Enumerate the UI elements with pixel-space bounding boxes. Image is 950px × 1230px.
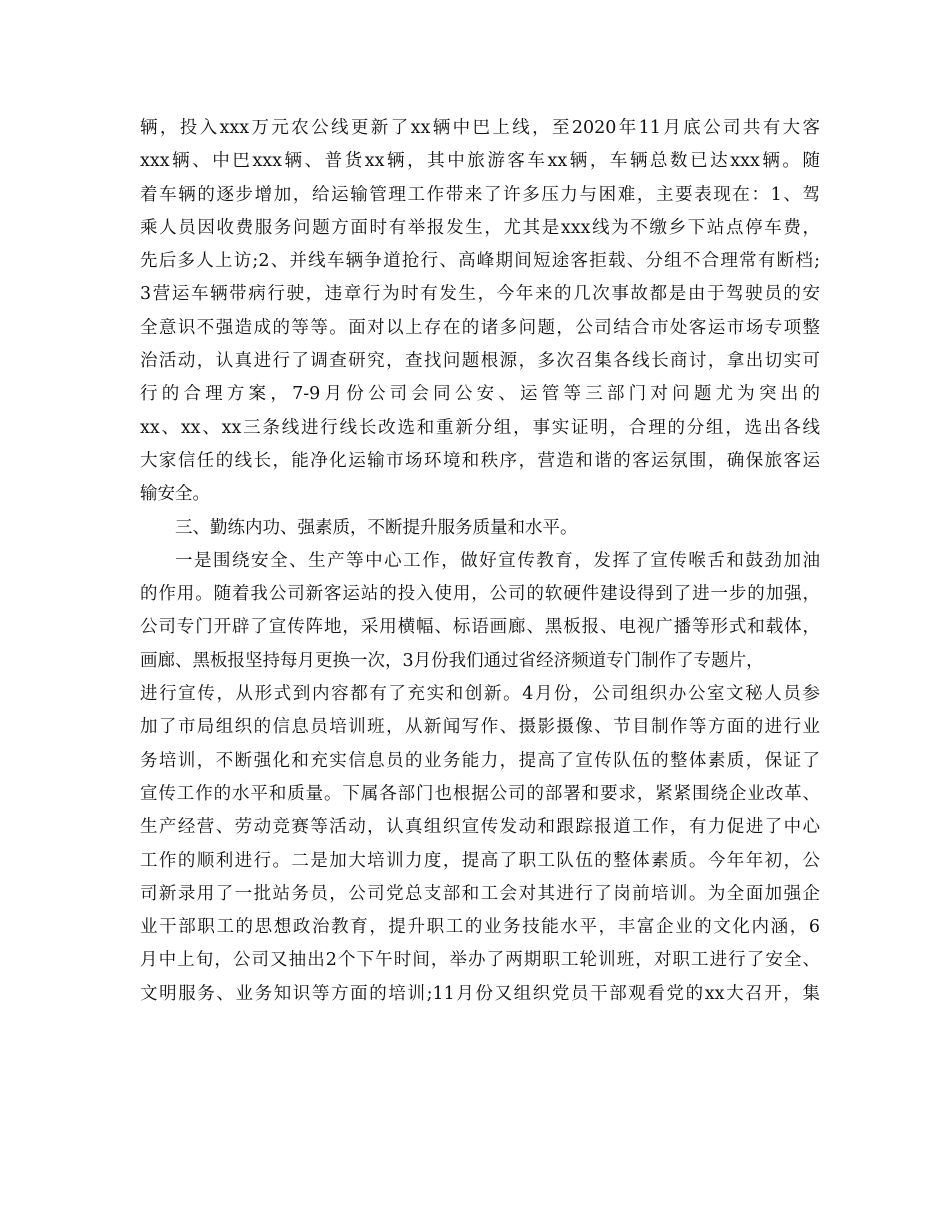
text-line: 宣传工作的水平和质量。下属各部门也根据公司的部署和要求，紧紧围绕企业改革、 bbox=[140, 783, 820, 804]
text-line: 的作用。随着我公司新客运站的投入使用，公司的软硬件建设得到了进一步的加强， bbox=[140, 584, 820, 605]
text-line: 月中上旬，公司又抽出2个下午时间，举办了两期职工轮训班，对职工进行了安全、 bbox=[140, 950, 820, 971]
text-line: 大家信任的线长，能净化运输市场环境和秩序，营造和谐的客运氛围，确保旅客运 bbox=[140, 450, 820, 471]
text-line: 输安全。 bbox=[140, 484, 210, 505]
text-line: xx、xx、xx三条线进行线长改选和重新分组，事实证明，合理的分组，选出各线 bbox=[140, 417, 820, 438]
text-line: 乘人员因收费服务问题方面时有举报发生，尤其是xxx线为不缴乡下站点停车费， bbox=[140, 217, 820, 238]
body-text bbox=[140, 112, 820, 1011]
text-line: 业干部职工的思想政治教育，提升职工的业务技能水平，丰富企业的文化内涵，6 bbox=[140, 917, 820, 938]
text-line: 加了市局组织的信息员培训班，从新闻写作、摄影摄像、节目制作等方面的进行业 bbox=[140, 717, 820, 738]
text-line: 三、勤练内功、强素质，不断提升服务质量和水平。 bbox=[175, 517, 578, 538]
text-line: 进行宣传，从形式到内容都有了充实和创新。4月份，公司组织办公室文秘人员参 bbox=[140, 684, 820, 705]
text-line: 行的合理方案，7-9月份公司会同公安、运管等三部门对问题尤为突出的 bbox=[140, 384, 820, 405]
text-line: xxx辆、中巴xxx辆、普货xx辆，其中旅游客车xx辆，车辆总数已达xxx辆。随 bbox=[140, 151, 820, 172]
text-line: 着车辆的逐步增加，给运输管理工作带来了许多压力与困难，主要表现在：1、驾 bbox=[140, 184, 820, 205]
text-line: 先后多人上访;2、并线车辆争道抢行、高峰期间短途客拒载、分组不合理常有断档; bbox=[140, 251, 820, 272]
text-line: 务培训，不断强化和充实信息员的业务能力，提高了宣传队伍的整体素质，保证了 bbox=[140, 750, 820, 771]
text-line: 文明服务、业务知识等方面的培训;11月份又组织党员干部观看党的xx大召开，集 bbox=[140, 983, 820, 1004]
text-line: 司新录用了一批站务员，公司党总支部和工会对其进行了岗前培训。为全面加强企 bbox=[140, 883, 820, 904]
text-line: 工作的顺利进行。二是加大培训力度，提高了职工队伍的整体素质。今年年初，公 bbox=[140, 850, 820, 871]
text-line: 治活动，认真进行了调查研究，查找问题根源，多次召集各线长商讨，拿出切实可 bbox=[140, 351, 820, 372]
text-line: 生产经营、劳动竞赛等活动，认真组织宣传发动和跟踪报道工作，有力促进了中心 bbox=[140, 817, 820, 838]
text-line: 全意识不强造成的等等。面对以上存在的诸多问题，公司结合市处客运市场专项整 bbox=[140, 317, 820, 338]
text-line: 一是围绕安全、生产等中心工作，做好宣传教育，发挥了宣传喉舌和鼓劲加油 bbox=[175, 550, 820, 571]
text-line: 公司专门开辟了宣传阵地，采用横幅、标语画廊、黑板报、电视广播等形式和载体， bbox=[140, 617, 820, 638]
text-line: 3营运车辆带病行驶，违章行为时有发生，今年来的几次事故都是由于驾驶员的安 bbox=[140, 284, 820, 305]
text-line: 画廊、黑板报坚持每月更换一次，3月份我们通过省经济频道专门制作了专题片， bbox=[140, 650, 764, 671]
text-line: 辆，投入xxx万元农公线更新了xx辆中巴上线，至2020年11月底公司共有大客 bbox=[140, 118, 820, 138]
